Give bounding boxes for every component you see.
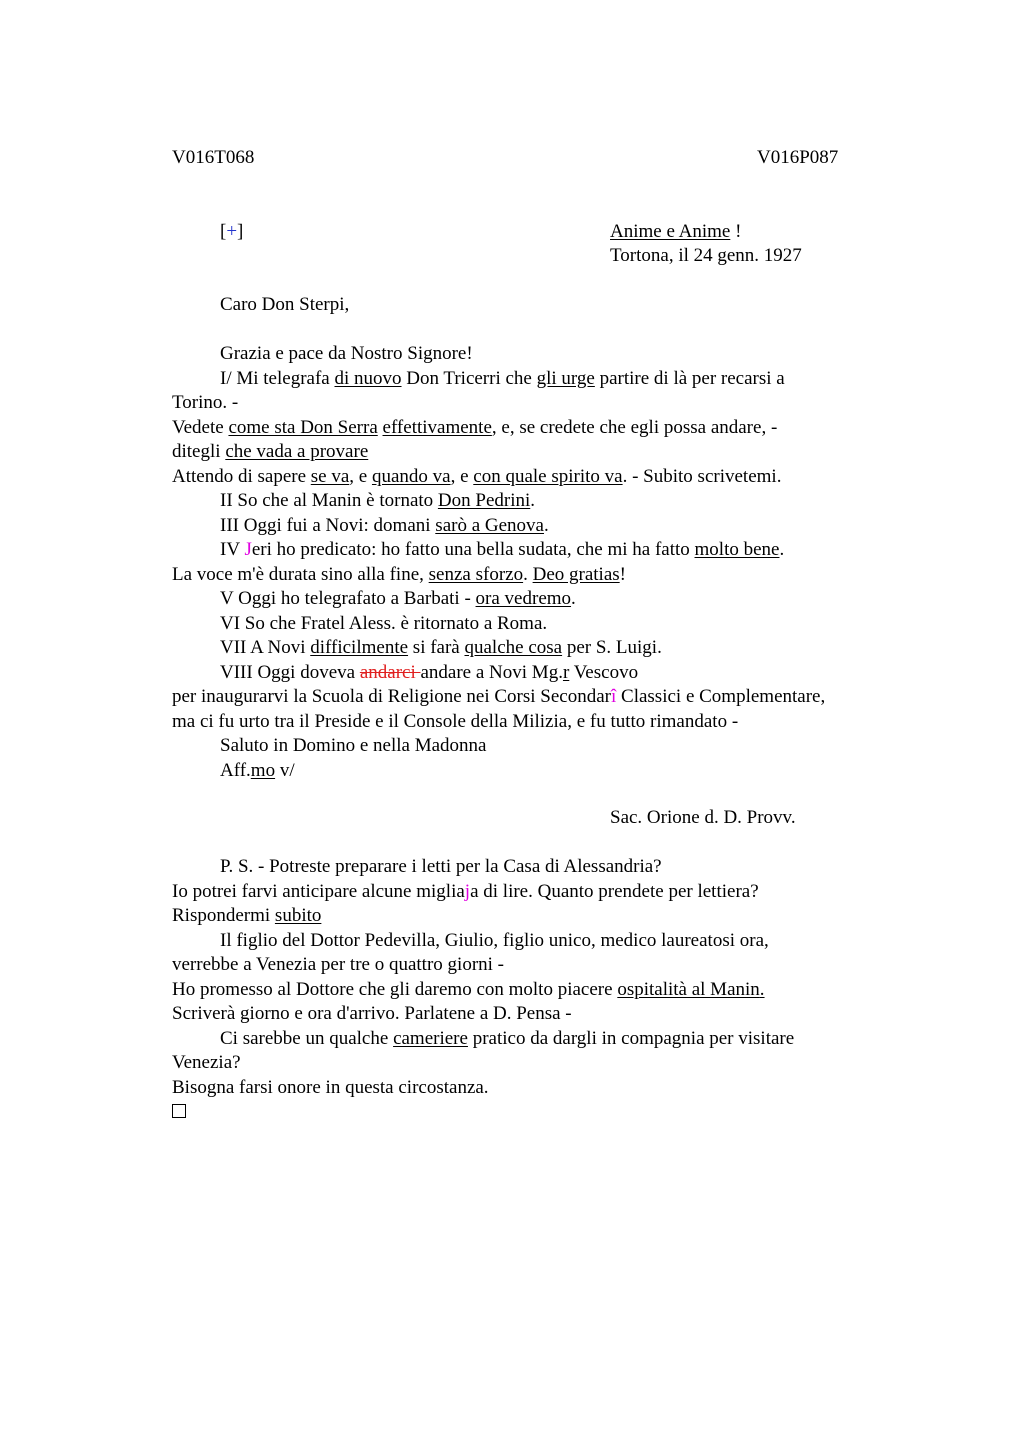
salutation: Caro Don Sterpi, bbox=[220, 294, 350, 315]
body-line: VII A Novi difficilmente si farà qualche cosa per S. Luigi. bbox=[220, 637, 662, 658]
body-line: VI So che Fratel Aless. è ritornato a Roma. bbox=[220, 612, 548, 634]
document-code-right: V016P087 bbox=[757, 147, 839, 168]
ps-line: verrebbe a Venezia per tre o quattro giorni - bbox=[172, 954, 504, 975]
place-date: Tortona, il 24 genn. 1927 bbox=[610, 245, 802, 266]
ps-line: Rispondermi subito bbox=[172, 905, 322, 926]
ps-line: Venezia? bbox=[172, 1052, 241, 1073]
body-line: III Oggi fui a Novi: domani sarò a Genova. bbox=[220, 514, 549, 536]
closing-line: Aff.mo v/ bbox=[220, 759, 295, 781]
end-box-icon bbox=[172, 1104, 186, 1118]
ps-line bbox=[172, 1100, 892, 1125]
closing-line: Saluto in Domino e nella Madonna bbox=[220, 735, 487, 756]
body-line: Torino. - bbox=[172, 392, 239, 413]
body-line: ditegli che vada a provare bbox=[172, 441, 369, 462]
document-code-left: V016T068 bbox=[172, 147, 255, 168]
postscript bbox=[172, 855, 892, 1125]
cross-mark: [+] bbox=[220, 221, 244, 242]
body-line: VIII Oggi doveva andarci andare a Novi Mg.r Vescovo bbox=[220, 661, 639, 683]
ps-line: Io potrei farvi anticipare alcune migliaja di lire. Quanto prendete per lettiera? bbox=[172, 880, 759, 902]
body-line: La voce m'è durata sino alla fine, senza sforzo. Deo gratias! bbox=[172, 563, 626, 585]
body-line: ma ci fu urto tra il Preside e il Console della Milizia, e fu tutto rimandato - bbox=[172, 710, 739, 732]
ps-line: Ci sarebbe un qualche cameriere pratico da dargli in compagnia per visitare bbox=[220, 1027, 795, 1049]
ps-line: Bisogna farsi onore in questa circostanza. bbox=[172, 1076, 489, 1098]
body-line: IV Jeri ho predicato: ho fatto una bella sudata, che mi ha fatto molto bene. bbox=[220, 539, 785, 560]
ps-line: Scriverà giorno e ora d'arrivo. Parlatene a D. Pensa - bbox=[172, 1003, 572, 1024]
letter-body bbox=[172, 342, 892, 367]
deleted-word: andarci bbox=[359, 661, 421, 683]
ps-line: P. S. - Potreste preparare i letti per la Casa di Alessandria? bbox=[220, 856, 662, 877]
body-line: II So che al Manin è tornato Don Pedrini. bbox=[220, 490, 536, 511]
letter-body-main bbox=[172, 367, 892, 784]
body-line: Vedete come sta Don Serra effettivamente, e, se credete che egli possa andare, - bbox=[172, 416, 778, 438]
body-line: Attendo di sapere se va, e quando va, e con quale spirito va. - Subito scrivetemi. bbox=[172, 465, 782, 487]
greeting: Grazia e pace da Nostro Signore! bbox=[220, 343, 473, 364]
signature: Sac. Orione d. D. Provv. bbox=[610, 807, 796, 828]
ps-line: Ho promesso al Dottore che gli daremo con molto piacere ospitalità al Manin. bbox=[172, 978, 765, 1000]
motto: Anime e Anime ! bbox=[610, 221, 742, 242]
ps-line: Il figlio del Dottor Pedevilla, Giulio, figlio unico, medico laureatosi ora, bbox=[220, 929, 769, 951]
body-line: per inaugurarvi la Scuola di Religione nei Corsi Secondarî Classici e Complementare, bbox=[172, 686, 826, 707]
cross-plus: + bbox=[226, 221, 238, 242]
body-line: V Oggi ho telegrafato a Barbati - ora vedremo. bbox=[220, 588, 576, 609]
body-line: I/ Mi telegrafa di nuovo Don Tricerri che gli urge partire di là per recarsi a bbox=[220, 367, 785, 389]
